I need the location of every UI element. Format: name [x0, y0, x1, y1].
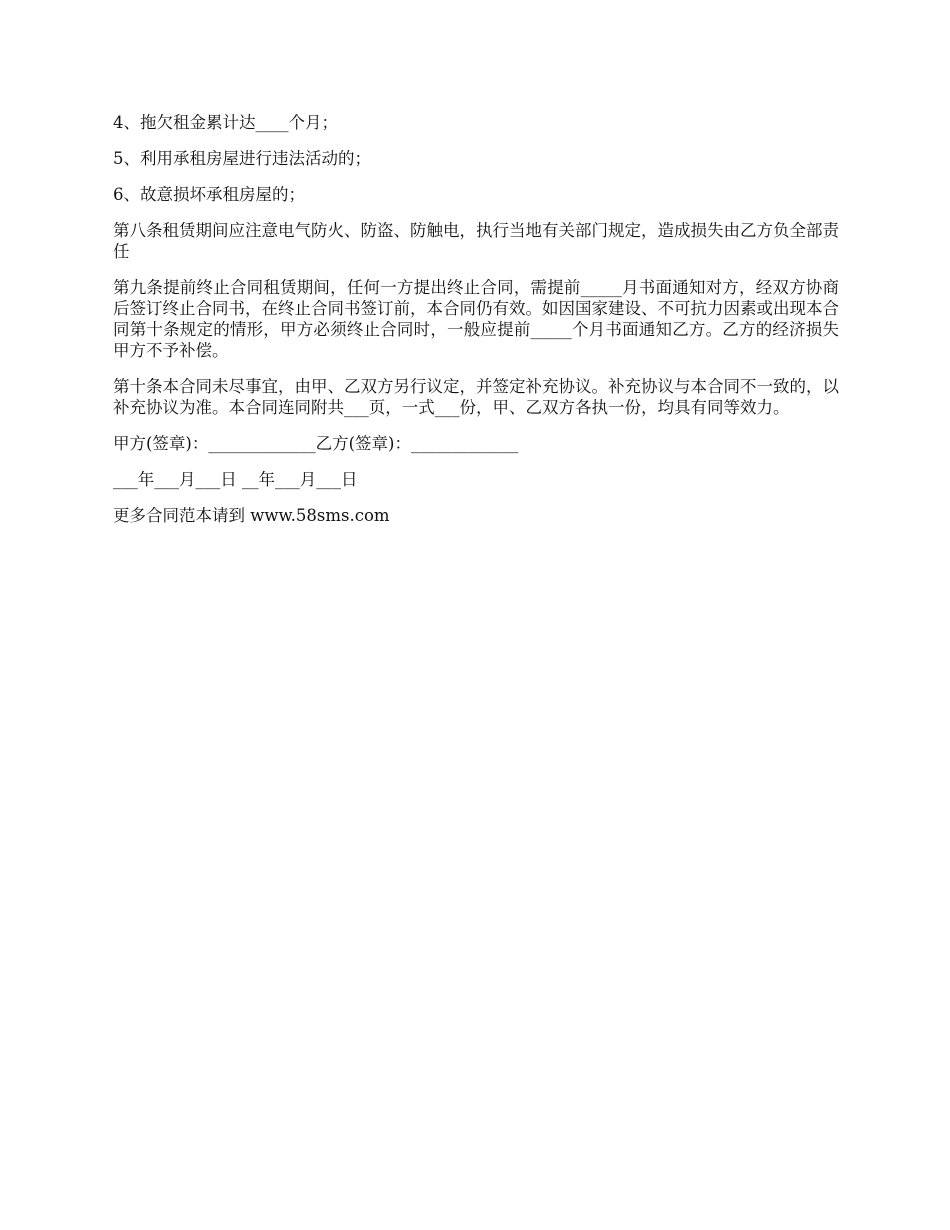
date-line: ___年___月___日 __年___月___日	[113, 470, 358, 489]
document-page	[113, 112, 839, 541]
clause-4-overdue-rent: 4、拖欠租金累计达____个月；	[113, 113, 338, 132]
footer-more-templates: 更多合同范本请到 www.58sms.com	[113, 506, 390, 525]
article-9-early-termination: 第九条提前终止合同租赁期间，任何一方提出终止合同，需提前_____月书面通知对方，经双方协商后签订终止合同书，在终止合同书签订前，本合同仍有效。如因国家建设、不可抗力因素或出现本合同第十条规定的情形，甲方必须终止合同时，一般应提前_____个月书面通知乙方。乙方的经济损失甲方不予补偿。	[113, 278, 839, 360]
signature-line: 甲方(签章)：_____________乙方(签章)：_____________	[113, 434, 519, 453]
article-10-supplementary: 第十条本合同未尽事宜，由甲、乙双方另行议定，并签定补充协议。补充协议与本合同不一致的，以补充协议为准。本合同连同附共___页，一式___份，甲、乙双方各执一份，均具有同等效力。	[113, 377, 839, 417]
clause-5-illegal-activity: 5、利用承租房屋进行违法活动的；	[113, 149, 371, 168]
clause-6-damage-property: 6、故意损坏承租房屋的；	[113, 185, 305, 204]
article-8-safety: 第八条租赁期间应注意电气防火、防盗、防触电，执行当地有关部门规定，造成损失由乙方负全部责任	[113, 221, 839, 261]
